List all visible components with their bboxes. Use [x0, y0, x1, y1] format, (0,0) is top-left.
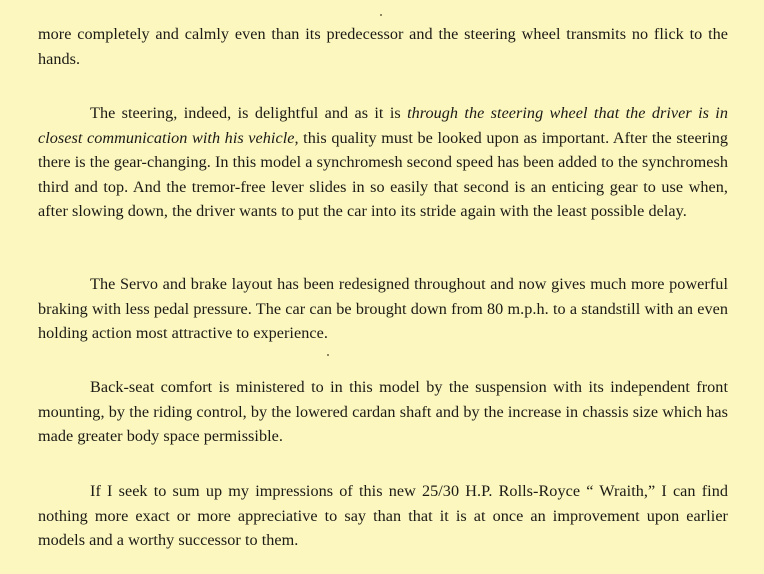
paragraph-5-text: If I seek to sum up my impressions of this new 25/30 H.P. Rolls-Royce “ Wraith,” I can find nothing more exact or more appreciative to say than that it is at once an improvement upon earlier models and a worthy successor to them. — [38, 482, 728, 550]
paragraph-2-italic-text: through the steering wheel that the driver is in closest communication with his vehicle, — [38, 104, 728, 147]
print-speck — [380, 14, 382, 16]
print-speck — [327, 354, 329, 356]
paragraph-4-text: Back-seat comfort is ministered to in this model by the suspension with its independent front mounting, by the riding control, by the lowered cardan shaft and by the increase in chassis size which has made greater body space permissible. — [38, 378, 728, 446]
paragraph-4 — [38, 375, 728, 449]
paragraph-2-text-before: The steering, indeed, is delightful and as it is — [90, 104, 408, 122]
paragraph-3-text: The Servo and brake layout has been redesigned throughout and now gives much more powerful braking with less pedal pressure. The car can be brought down from 80 m.p.h. to a standstill with an even holding action most attractive to experience. — [38, 275, 728, 343]
paragraph-5 — [38, 479, 728, 553]
paragraph-2 — [38, 101, 728, 224]
paragraph-1 — [38, 22, 728, 71]
paragraph-2-text-after: this quality must be looked upon as important. After the steering there is the gear-changing. In this model a synchromesh second speed has been added to the synchromesh third and top. And the tremor-free lever slides in so easily that second is an enticing gear to use when, after slowing down, the driver wants to put the car into its stride again with the least possible delay. — [38, 128, 729, 221]
paragraph-3 — [38, 272, 728, 346]
paragraph-1-text: more completely and calmly even than its predecessor and the steering wheel transmits no flick to the hands. — [38, 25, 728, 68]
